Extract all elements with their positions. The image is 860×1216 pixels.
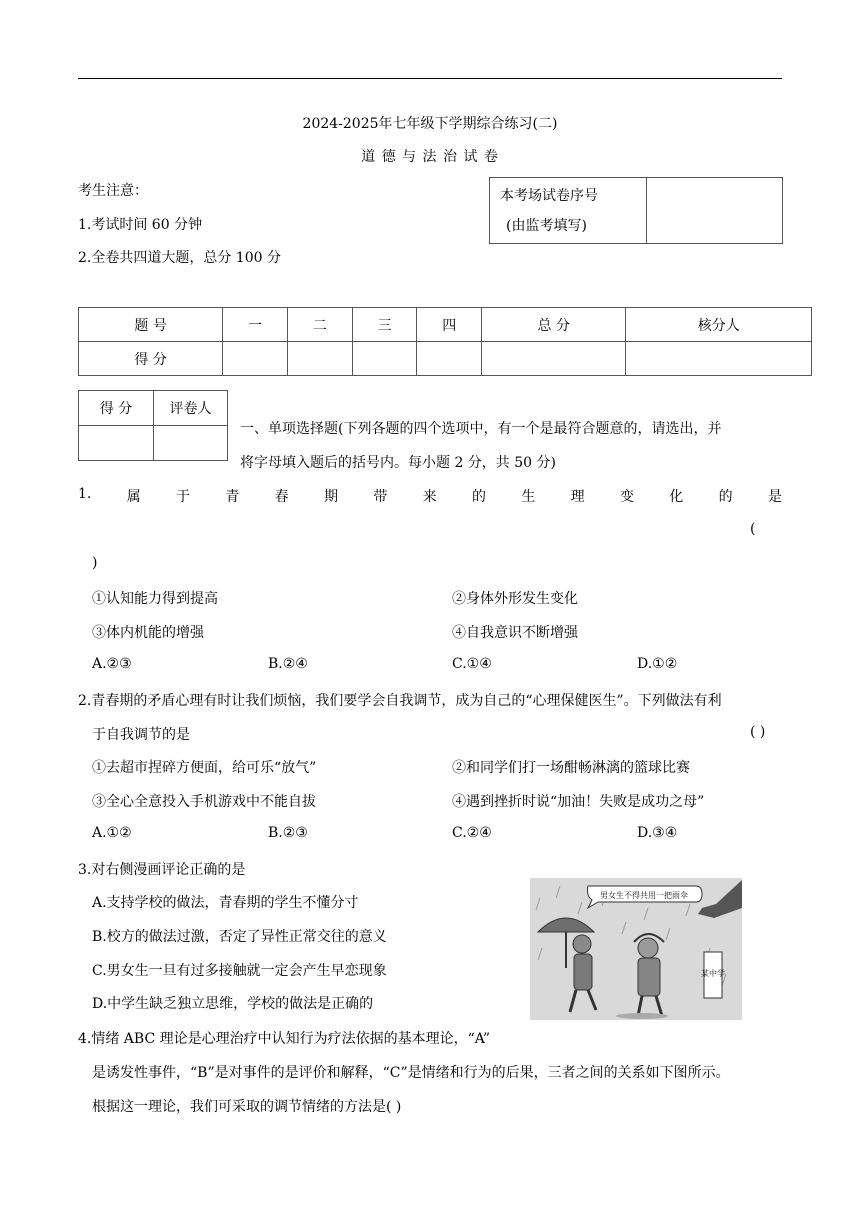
q2-choice-c: C.②④ [452,825,492,841]
student-head [638,938,658,958]
seat-number-label [490,178,647,244]
q1-option-4: ④自我意识不断增强 [452,625,578,641]
score-cell-total[interactable] [482,342,626,376]
puddle [616,1013,668,1019]
q1-stem-char: 带 [373,489,388,505]
q1-paren-open: ( [750,521,756,537]
q3-option-c: C.男女生一旦有过多接触就一定会产生早恋现象 [92,963,387,979]
q3-option-a: A.支持学校的做法，青春期的学生不懂分寸 [92,895,359,911]
score-header-1: 一 [223,308,288,342]
grader-name-label: 评卷人 [154,391,228,426]
q2-option-3: ③全心全意投入手机游戏中不能自拔 [92,794,316,810]
grader-box [78,390,228,461]
q2-option-1: ①去超市捏碎方便面，给可乐“放气” [92,760,317,776]
grader-score-field[interactable] [79,426,154,461]
exam-title: 2024-2025年七年级下学期综合练习(二) [302,116,558,132]
student-body [638,958,660,996]
q1-paren-close: ) [92,555,98,571]
q1-stem-char: 春 [274,489,289,505]
notice-line-1: 1.考试时间 60 分钟 [78,217,203,233]
score-header-checker: 核分人 [626,308,812,342]
notice-heading: 考生注意： [78,183,148,199]
score-header-2: 二 [288,308,353,342]
boy-body [574,954,592,990]
q3-option-d: D.中学生缺乏独立思维，学校的做法是正确的 [92,996,374,1012]
q1-stem-char: 理 [570,489,585,505]
q3-option-b: B.校方的做法过激，否定了异性正常交往的意义 [92,929,387,945]
top-rule [78,78,782,79]
q1-stem-char: 生 [521,489,536,505]
score-header-question: 题 号 [79,308,223,342]
seat-number-label-line-1: 本考场试卷序号 [500,187,598,204]
seat-number-label-line-2: (由监考填写) [506,217,587,234]
q4-stem-cont-1: 是诱发性事件，“B”是对事件的是评价和解释，“C”是情绪和行为的后果，三者之间的关系如下图所示。 [92,1065,730,1081]
q2-stem-cont: 于自我调节的是 [92,727,190,743]
score-header-3: 三 [352,308,417,342]
grader-score-label: 得 分 [79,391,154,426]
q1-option-3: ③体内机能的增强 [92,625,204,641]
q1-stem-char: 于 [176,489,191,505]
score-cell-3[interactable] [352,342,417,376]
notice-line-2: 2.全卷共四道大题，总分 100 分 [78,250,281,266]
section-1-heading: 一、单项选择题(下列各题的四个选项中，有一个是最符合题意的，请选出，并 [240,421,722,437]
q4-stem-cont-2: 根据这一理论，我们可采取的调节情绪的方法是( ) [92,1099,402,1115]
score-header-total: 总 分 [482,308,626,342]
q1-stem-char: 变 [619,489,634,505]
score-cell-2[interactable] [288,342,353,376]
cartoon-caption: 男女生不得共用一把雨伞 [600,891,688,900]
q1-stem-char: 青 [225,489,240,505]
score-cell-checker[interactable] [626,342,812,376]
q1-stem-char: 的 [718,489,733,505]
q1-choice-a: A.②③ [92,656,132,672]
q1-option-1: ①认知能力得到提高 [92,591,218,607]
grader-name-field[interactable] [154,426,228,461]
q1-stem [78,486,782,506]
q2-option-2: ②和同学们打一场酣畅淋漓的篮球比赛 [452,760,690,776]
q1-choice-b: B.②④ [268,656,308,672]
section-1-heading-cont: 将字母填入题后的括号内。每小题 2 分，共 50 分) [240,455,556,471]
q1-stem-char: 是 [767,489,782,505]
seat-number-field[interactable] [647,178,783,244]
q1-choice-c: C.①④ [452,656,492,672]
q1-choice-d: D.①② [637,656,678,672]
score-cell-4[interactable] [417,342,482,376]
boy-head [573,935,591,953]
q2-choice-a: A.①② [92,825,132,841]
q2-paren: ( ) [750,724,766,740]
q2-choice-b: B.②③ [268,825,308,841]
seat-number-box [489,177,783,244]
q2-option-4: ④遇到挫折时说“加油！失败是成功之母” [452,794,705,810]
q4-stem: 4.情绪 ABC 理论是心理治疗中认知行为疗法依据的基本理论，“A” [78,1031,490,1047]
q2-choice-d: D.③④ [637,825,678,841]
q1-option-2: ②身体外形发生变化 [452,591,578,607]
exam-subject: 道 德 与 法 治 试 卷 [361,149,499,165]
school-sign-text: 某中学 [701,969,725,978]
q3-cartoon-image [530,878,742,1020]
score-cell-1[interactable] [223,342,288,376]
score-header-4: 四 [417,308,482,342]
q1-stem-char: 属 [126,489,141,505]
q3-stem: 3.对右侧漫画评论正确的是 [78,862,246,878]
q1-stem-char: 的 [471,489,486,505]
cartoon-drawing [530,878,742,1020]
q1-stem-char: 1. [78,486,92,502]
q1-stem-char: 化 [669,489,684,505]
score-row-label: 得 分 [79,342,223,376]
q2-stem: 2.青春期的矛盾心理有时让我们烦恼，我们要学会自我调节，成为自己的“心理保健医生”。下列做法有利 [78,693,722,709]
q1-stem-char: 期 [324,489,338,505]
q1-stem-char: 来 [422,489,437,505]
score-table [78,307,812,376]
